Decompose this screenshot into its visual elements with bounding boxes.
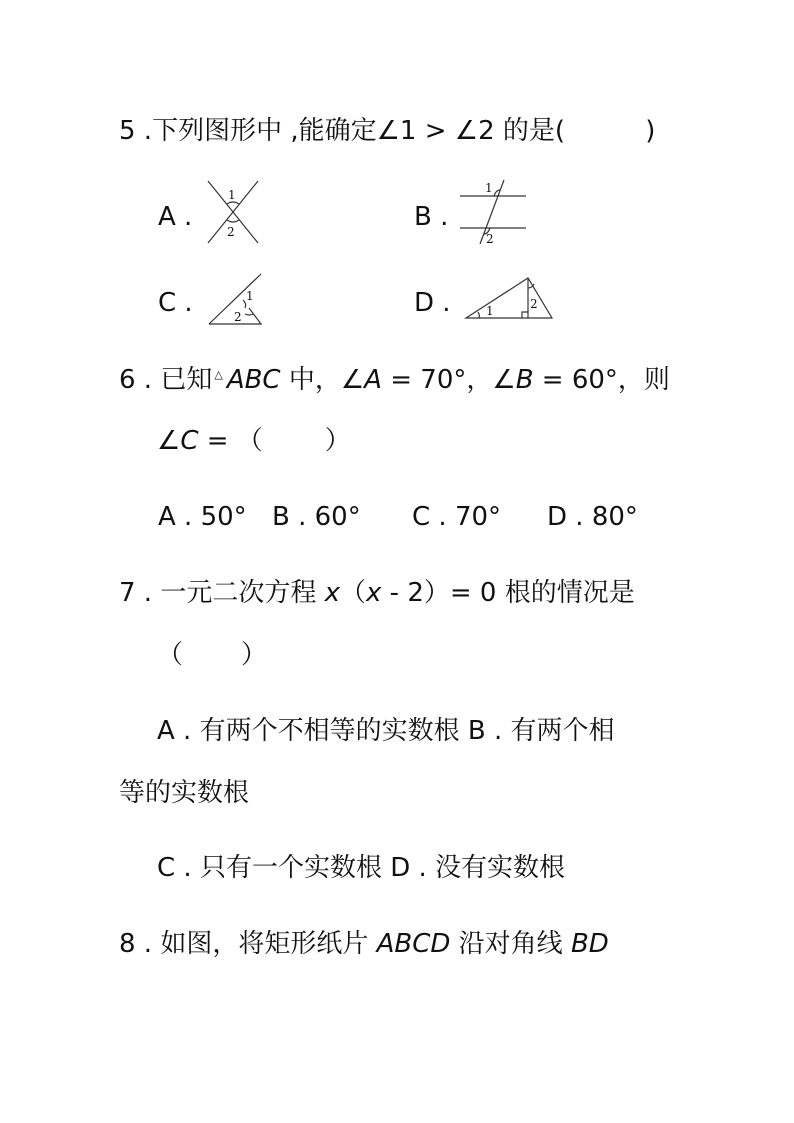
fig-a-label-2: 2 (227, 225, 235, 239)
q7-options-line-3: C . 只有一个实数根 D . 没有实数根 (157, 853, 566, 883)
q6-option-d: D . 80° (547, 502, 638, 532)
q5-stem-line (119, 114, 655, 148)
fig-b-label-2: 2 (486, 232, 494, 246)
fig-a-label-1: 1 (228, 188, 236, 202)
q6-blank-close: ） (324, 426, 351, 456)
q5-figure-c (205, 270, 265, 328)
fig-d-triangle (466, 278, 552, 318)
q7-rest: - 2）= 0 根的情况是 (381, 578, 635, 608)
q5-figure-a (205, 178, 261, 246)
q5-option-d-label: D . (414, 288, 451, 318)
q7-blank-line (157, 638, 267, 672)
q6-b: B (515, 365, 534, 395)
q6-option-a: A . 50° (158, 502, 247, 532)
triangle-symbol: △ (214, 368, 223, 381)
q6-option-c: C . 70° (412, 502, 502, 532)
fig-c-label-2: 2 (234, 310, 242, 324)
fig-c-label-1: 1 (246, 289, 254, 303)
q6-prefix: 6 . 已知 (119, 365, 213, 395)
q5-option-b-label: B . (414, 202, 449, 232)
fig-d-label-1: 1 (486, 304, 494, 318)
fig-c-arc-2 (245, 314, 253, 315)
q7-options-line-1: A . 有两个不相等的实数根 B . 有两个相 (157, 716, 615, 746)
q5-option-b (414, 200, 448, 234)
q6-line2-rest: = （ (198, 426, 263, 456)
q5-option-d (414, 286, 451, 320)
q7-mid: （ (340, 578, 367, 608)
q5-figure-d (464, 274, 554, 324)
fig-a-arc-1 (227, 202, 239, 204)
fig-d-right-angle (522, 312, 528, 318)
q6-mid2: = 70°，∠ (381, 365, 516, 395)
q5-option-c-label: C . (158, 288, 193, 318)
q6-c: C (180, 426, 199, 456)
fig-a-arc-2 (227, 220, 239, 222)
q6-mid1: 中，∠ (280, 365, 365, 395)
q8-bd: BD (570, 929, 609, 959)
q5-blank-close: ) (645, 116, 656, 146)
q8-stem-line (119, 927, 609, 961)
q5-figure-b (458, 178, 528, 246)
fig-b-label-1: 1 (485, 181, 493, 195)
q7-blank-open: （ (157, 640, 184, 670)
q7-prefix: 7 . 一元二次方程 (119, 578, 325, 608)
q6-abc: ABC (226, 365, 281, 395)
q5-stem: 5 .下列图形中 ,能确定∠1 > ∠2 的是( (119, 116, 566, 146)
q5-option-a (158, 200, 192, 234)
q5-option-a-label: A . (158, 202, 193, 232)
q7-options-line-2: 等的实数根 (119, 778, 250, 808)
q6-option-b: B . 60° (272, 502, 361, 532)
q6-angle: ∠ (157, 426, 181, 456)
q8-mid: 沿对角线 (450, 929, 571, 959)
q6-stem-line (119, 363, 670, 402)
q7-stem-line (119, 576, 635, 610)
fig-d-label-2: 2 (530, 297, 538, 311)
q6-a: A (364, 365, 382, 395)
q7-x1: x (324, 578, 340, 608)
q8-abcd: ABCD (376, 929, 451, 959)
q6-stem-line-2 (157, 424, 351, 458)
q8-prefix: 8 . 如图，将矩形纸片 (119, 929, 377, 959)
q6-mid3: = 60°，则 (533, 365, 670, 395)
q7-blank-close: ） (241, 640, 268, 670)
q7-x2: x (366, 578, 382, 608)
fig-d-arc-1 (478, 312, 479, 318)
q5-option-c (158, 286, 193, 320)
